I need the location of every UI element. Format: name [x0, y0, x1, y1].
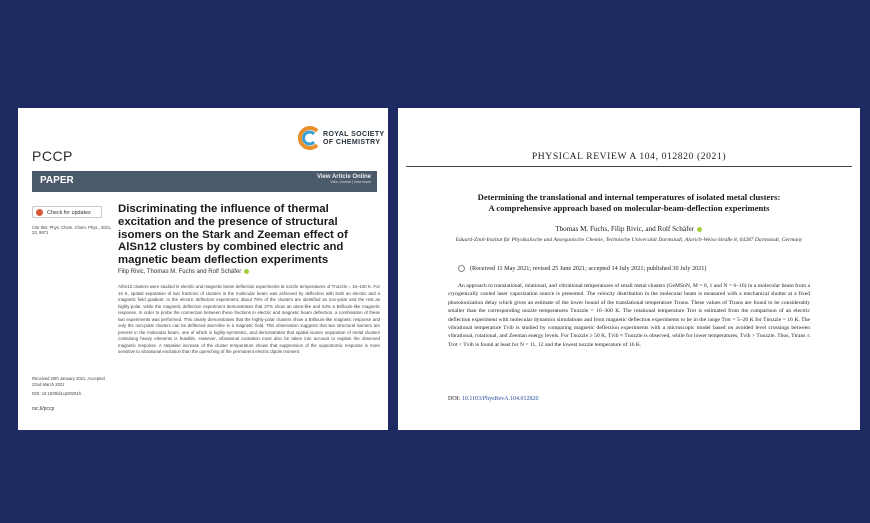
- paper-banner: [32, 171, 377, 192]
- view-links[interactable]: View Journal | View Issue: [330, 180, 371, 184]
- received-dates: Received 20th January 2021, Accepted 22nd March 2021: [32, 376, 105, 387]
- publication-dates: (Received 11 May 2021; revised 25 June 2021; accepted 14 July 2021; published 30 July 2021): [458, 265, 706, 272]
- crossmark-icon[interactable]: [458, 265, 465, 272]
- abstract: An approach to translational, rotational, and vibrational temperatures of small metal clusters (GeMSnN, M = 0, 1 and N = 6–16) in a molecular beam from a cryogenically cooled laser vaporization source is presented. The velocity distribution in the molecular beam is measured with a mechanical shutter at a fixed photoionization delay which gives an estimate of the lower bound of the translational temperature Ttrans. These values of Ttrans are found to be considerably smaller than the corresponding nozzle temperatures Tnozzle = 16–300 K. The rotational temperature Trot is estimated from the comparison of an electric deflection experiment with molecular dynamics simulations and from magnetic deflection experiments to be in the range Trot = 5–20 K for Tnozzle = 16 K. The vibrational temperature Tvib is studied by comparing magnetic deflection experiments with a microscopic model based on avoided level crossings between vibrational, rotational, and Zeeman energy levels. For Tnozzle ≥ 50 K, Tvib ≈ Tnozzle is observed, while for lower temperatures, Tvib > Tnozzle. Thus, Ttrans ≤ Trot < Tvib is found at least for N = 11, 12 and the lowest nozzle temperature of 16 K.: [448, 283, 810, 348]
- abstract: AlSn12 clusters were studied in electric and magnetic beam deflection experiments at nozzle temperatures of Tnozzle = 16–100 K. For 16 K, spatial separation of two fractions of clusters in the molecular beam was achieved by deflection with both an electric and a magnetic field gradient. In the electric deflection experiment, about 76% of the clusters are identified as non-polar and the rest as highly-polar, while the magnetic deflection experiment demonstrates that 37% show an atom-like and 63% a Brillouin-like magnetic response. In order to probe the connection between these fractions in electric and magnetic beam deflection, a combination of these two experiments was performed. This clearly demonstrates that the highly-polar clusters show a Brillouin-like magnetic response and only the non-polar clusters can be deflected atom-like in a magnetic field. This observation suggests that two structural isomers are present in the molecular beam, one of which is highly-symmetric, and demonstrates that spatial isomer separation of metal clusters containing heavy elements is feasible. However, vibrational excitation must also be taken into account to explain the observed magnetic response. A stepwise increase of the cluster temperature shows that suppression of the superatomic response is more sensitive to vibrational excitation than the quenching of the permanent electric dipole moment.: [118, 284, 380, 354]
- pccp-article-page: [18, 108, 388, 430]
- orcid-icon[interactable]: [697, 227, 702, 232]
- header-divider: [406, 166, 852, 167]
- update-badge-icon: [36, 209, 43, 216]
- author-list: Filip Rivic, Thomas M. Fuchs and Rolf Schäfer: [118, 269, 250, 275]
- doi[interactable]: DOI: 10.1039/d1cp00291h: [32, 391, 82, 396]
- publisher-name: ROYAL SOCIETY OF CHEMISTRY: [323, 131, 385, 146]
- author-list: Thomas M. Fuchs, Filip Rivic, and Rolf Schäfer: [398, 225, 860, 233]
- rsc-logo-icon: [298, 126, 320, 150]
- affiliation: Eduard-Zintl-Institut für Physikalische und Anorganische Chemie, Technische Universität Darmstadt, Alarich-Weiss-Straße 8, 64287 Darmstadt, Germany: [455, 237, 803, 243]
- article-type: PAPER: [40, 175, 74, 186]
- orcid-icon[interactable]: [244, 269, 249, 274]
- doi: DOI: 10.1103/PhysRevA.104.012820: [448, 396, 539, 402]
- view-online-link[interactable]: View Article Online View Journal | View Issue: [316, 174, 371, 184]
- article-title: Discriminating the influence of thermal excitation and the presence of structural isomers on the Stark and Zeeman effect of AlSn12 clusters by combined electric and magnetic beam deflection experiments: [118, 203, 348, 267]
- journal-site-link[interactable]: rsc.li/pccp: [32, 406, 55, 412]
- check-for-updates-button[interactable]: Check for updates: [32, 206, 102, 218]
- article-title: Determining the translational and internal temperatures of isolated metal clusters: A comprehensive approach based on molecular-beam-deflection experiments: [477, 192, 781, 213]
- doi-link[interactable]: 10.1103/PhysRevA.104.012820: [461, 396, 539, 402]
- journal-name: PCCP: [32, 148, 73, 164]
- journal-header: PHYSICAL REVIEW A 104, 012820 (2021): [531, 151, 727, 162]
- citation: Cite this: Phys. Chem. Chem. Phys., 2021, 23, 9971: [32, 225, 112, 236]
- pra-article-page: [398, 108, 860, 430]
